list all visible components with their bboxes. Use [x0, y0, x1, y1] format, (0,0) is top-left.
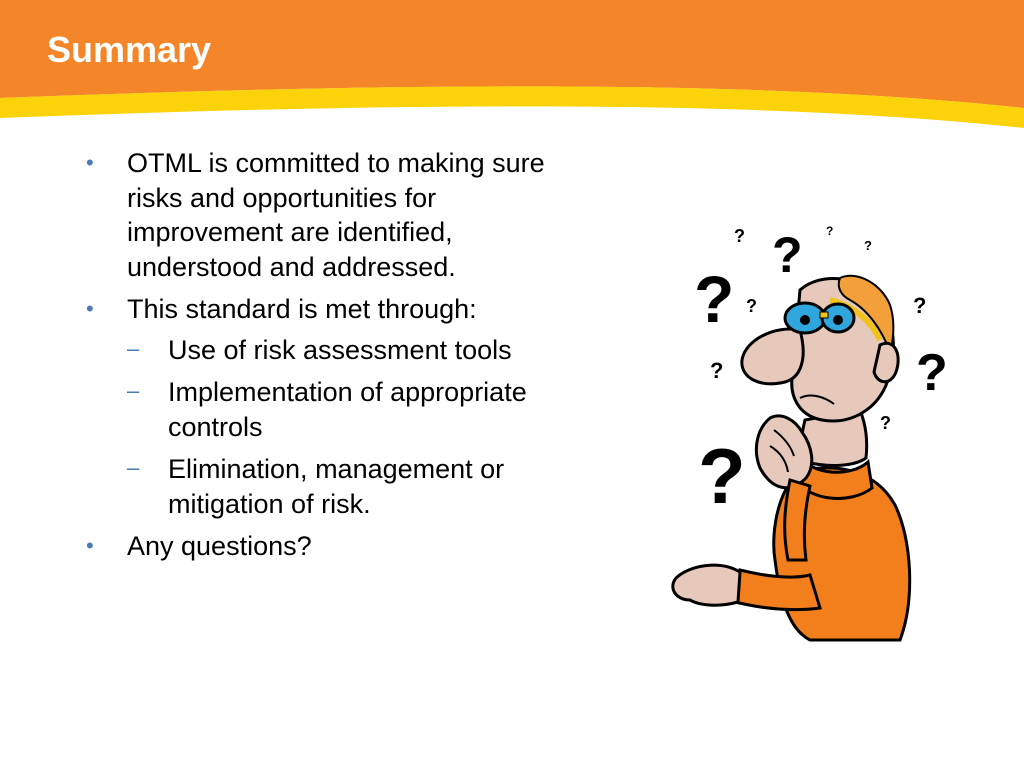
sub-bullet-risk-tools [127, 333, 566, 368]
sub-bullet-mitigation [127, 452, 566, 521]
question-mark-icon: ? [694, 262, 735, 336]
sub-bullet-list [127, 333, 566, 522]
sub-bullet-text: Elimination, management or mitigation of risk. [168, 454, 505, 519]
confused-man-icon [665, 205, 965, 655]
question-mark-icon: ? [864, 238, 872, 253]
sub-bullet-text: Implementation of appropriate controls [168, 377, 527, 442]
bullet-marker: • [86, 296, 94, 321]
dash-marker: – [127, 455, 140, 480]
bullet-marker: • [86, 533, 94, 558]
slide-title: Summary [47, 29, 212, 70]
bullet-commitment [86, 146, 566, 284]
question-mark-icon: ? [916, 344, 948, 402]
bullet-text: This standard is met through: [127, 294, 477, 324]
question-mark-icon: ? [772, 227, 803, 283]
bullet-questions [86, 529, 566, 564]
bullet-text: Any questions? [127, 531, 312, 561]
dash-marker: – [127, 378, 140, 403]
sub-bullet-controls [127, 375, 566, 444]
bullet-text: OTML is committed to making sure risks and opportunities for improvement are identified, understood and addressed. [127, 148, 545, 282]
bullet-marker: • [86, 150, 94, 175]
question-mark-icon: ? [734, 226, 745, 246]
question-mark-icon: ? [698, 432, 746, 520]
dash-marker: – [127, 335, 140, 361]
bullet-standard [86, 292, 566, 521]
question-mark-icon: ? [880, 413, 891, 433]
question-mark-icon: ? [746, 296, 757, 316]
question-mark-icon: ? [913, 293, 927, 318]
sub-bullet-text: Use of risk assessment tools [168, 334, 512, 365]
question-mark-icon: ? [826, 224, 834, 238]
question-mark-icon: ? [710, 358, 724, 383]
bullet-list [86, 146, 566, 572]
